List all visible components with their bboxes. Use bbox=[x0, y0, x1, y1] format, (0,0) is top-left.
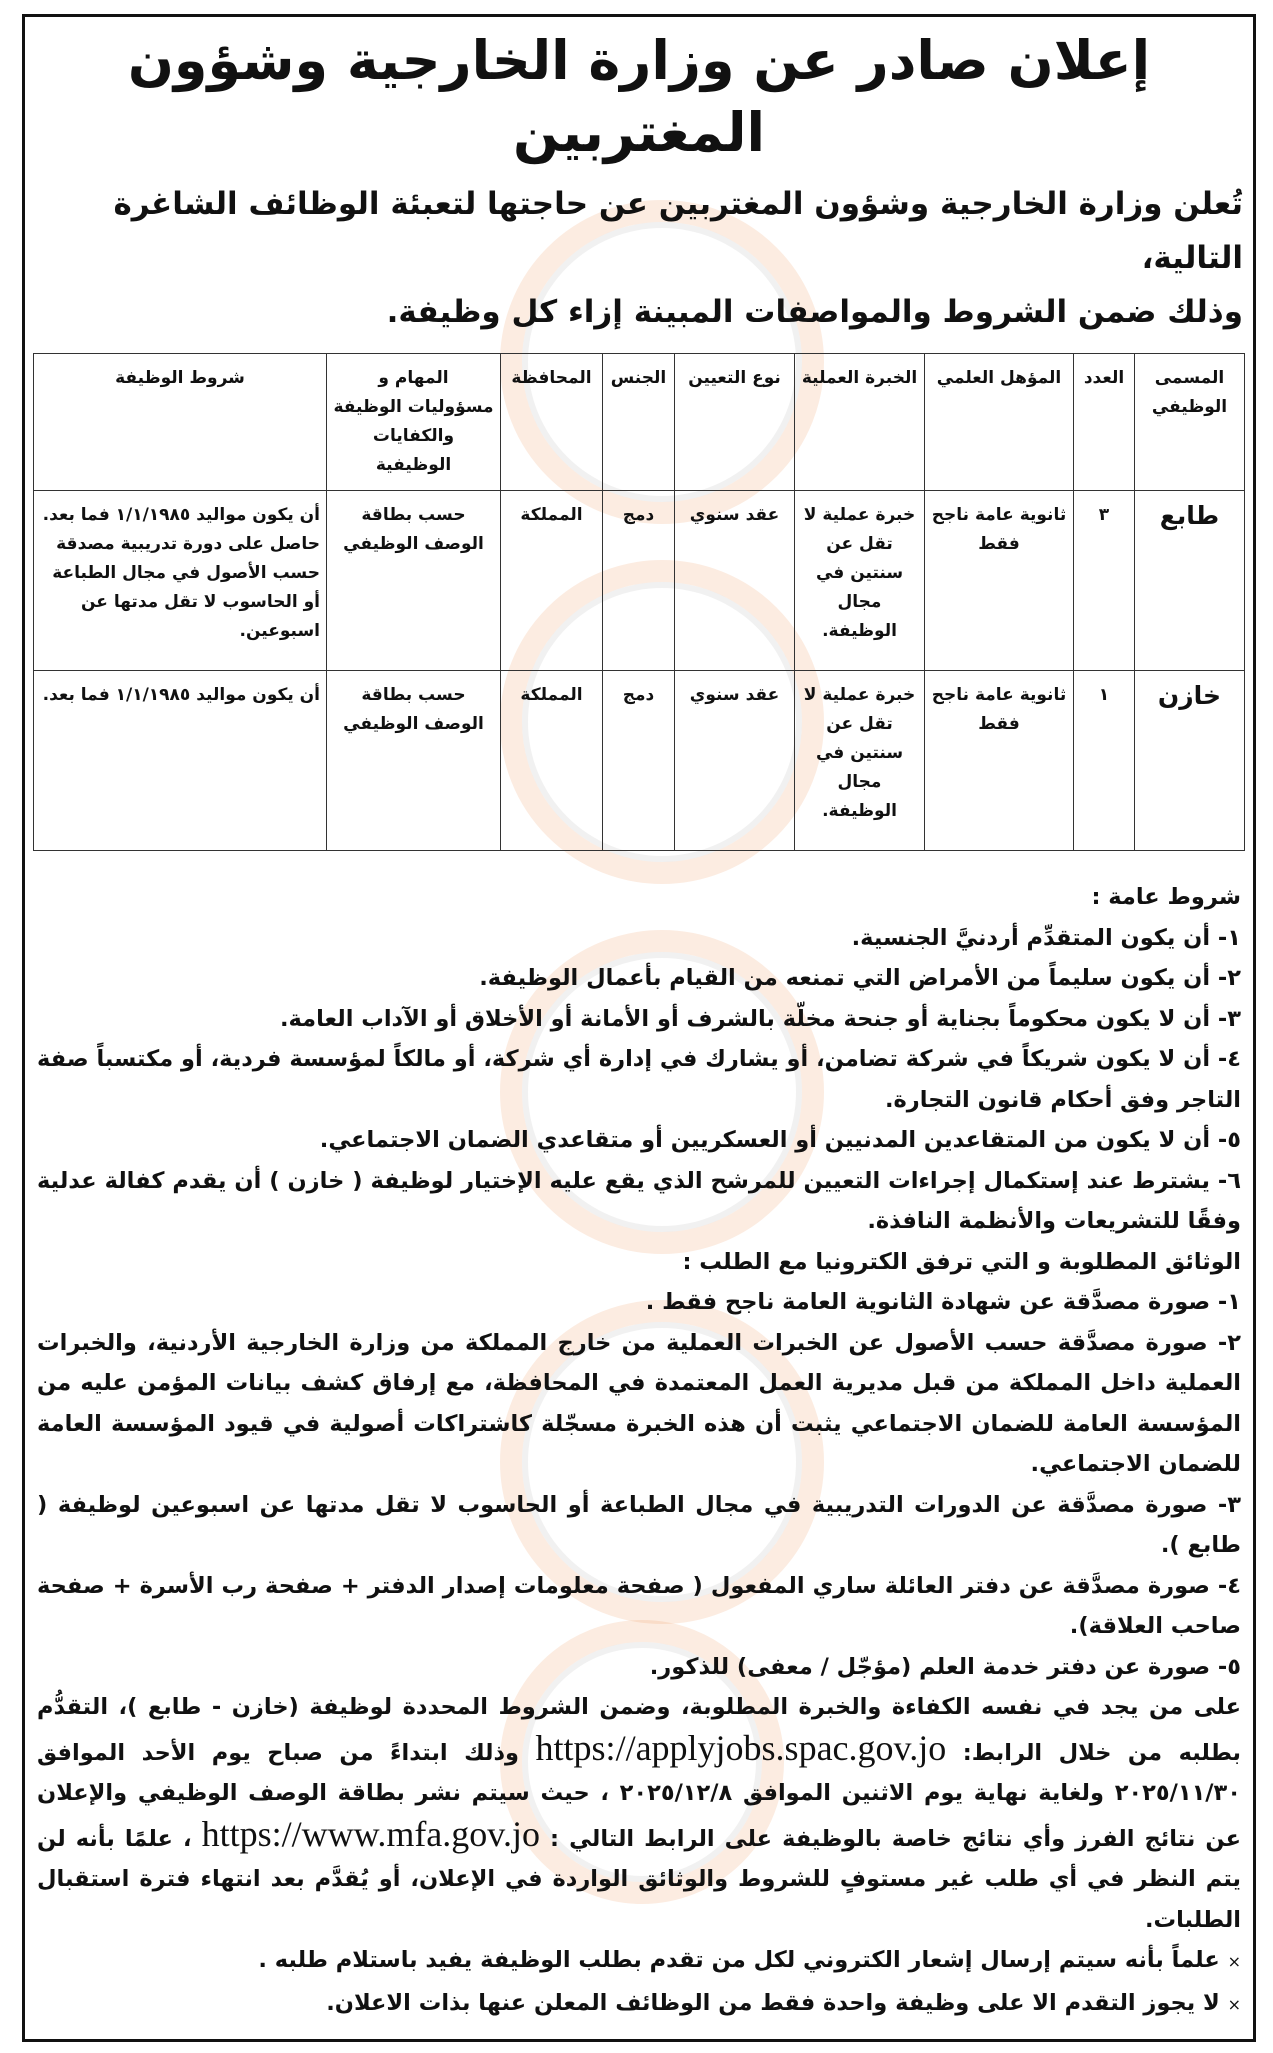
document-item: ٢- صورة مصدَّقة حسب الأصول عن الخبرات العملية من خارج المملكة من وزارة الخارجية الأردنية، والخبرات العملية داخل المملكة من قبل مديرية العمل المعتمدة في المحافظة، مع إرفاق كشف بيانات المؤمن عليه من المؤسسة العامة للضمان الاجتماعي يثبت أن هذه الخبرة مسجّلة كاشتراكات أصولية في قيود المؤسسة العامة للضمان الاجتماعي. bbox=[37, 1329, 1241, 1477]
column-header: الجنس bbox=[603, 354, 675, 491]
job-governorate: المملكة bbox=[501, 671, 603, 851]
bullet-icon: × bbox=[1227, 1994, 1241, 2014]
job-gender: دمج bbox=[603, 491, 675, 671]
column-header: المحافظة bbox=[501, 354, 603, 491]
job-duties: حسب بطاقة الوصف الوظيفي bbox=[327, 671, 501, 851]
table-row bbox=[34, 671, 1245, 851]
job-qualification: ثانوية عامة ناجح فقط bbox=[925, 671, 1074, 851]
general-condition-item: ٢- أن يكون سليماً من الأمراض التي تمنعه من القيام بأعمال الوظيفة. bbox=[479, 965, 1241, 991]
note-item bbox=[37, 1940, 1241, 1983]
general-condition-item: ١- أن يكون المتقدِّم أردنيَّ الجنسية. bbox=[851, 924, 1241, 951]
column-header: الخبرة العملية bbox=[795, 354, 925, 491]
job-count: ١ bbox=[1074, 671, 1135, 851]
table-header-row bbox=[34, 354, 1245, 491]
announcement-body bbox=[37, 877, 1241, 2025]
documents-heading: الوثائق المطلوبة و التي ترفق الكترونيا مع الطلب : bbox=[682, 1248, 1241, 1275]
intro-line: تُعلن وزارة الخارجية وشؤون المغتربين عن حاجتها لتعبئة الوظائف الشاغرة التالية، bbox=[113, 186, 1243, 276]
mfa-link[interactable]: https://www.mfa.gov.jo bbox=[201, 1813, 540, 1854]
general-condition-item: ٣- أن لا يكون محكوماً بجناية أو جنحة مخلّة بالشرف أو الأمانة أو الأخلاق أو الآداب العامة. bbox=[279, 1005, 1241, 1032]
column-header: نوع التعيين bbox=[675, 354, 795, 491]
bullet-icon: × bbox=[1227, 1952, 1241, 1971]
document-item: ٥- صورة عن دفتر خدمة العلم (مؤجّل / معفى) للذكور. bbox=[649, 1653, 1241, 1680]
jobs-table bbox=[33, 353, 1245, 851]
general-conditions-heading: شروط عامة : bbox=[1091, 884, 1241, 910]
column-header: شروط الوظيفة bbox=[34, 354, 327, 491]
intro-paragraph bbox=[35, 177, 1243, 339]
document-item: ٤- صورة مصدَّقة عن دفتر العائلة ساري المفعول ( صفحة معلومات إصدار الدفتر + صفحة رب الأسرة + صفحة صاحب العلاقة). bbox=[37, 1572, 1241, 1639]
document-item: ٣- صورة مصدَّقة عن الدورات التدريبية في مجال الطباعة أو الحاسوب لا تقل مدتها عن اسبوعين لوظيفة ( طابع ). bbox=[37, 1491, 1241, 1558]
apply-paragraph bbox=[37, 1687, 1241, 1940]
job-conditions: أن يكون مواليد ١/١/١٩٨٥ فما بعد. حاصل على دورة تدريبية مصدقة حسب الأصول في مجال الطباعة أو الحاسوب لا تقل مدتها عن اسبوعين. bbox=[34, 491, 327, 671]
job-title: طابع bbox=[1135, 491, 1245, 671]
job-gender: دمج bbox=[603, 671, 675, 851]
job-title: خازن bbox=[1135, 671, 1245, 851]
column-header: المسمى الوظيفي bbox=[1135, 354, 1245, 491]
column-header: العدد bbox=[1074, 354, 1135, 491]
page-title: إعلان صادر عن وزارة الخارجية وشؤون المغتربين bbox=[127, 29, 1151, 164]
apply-link[interactable]: https://applyjobs.spac.gov.jo bbox=[535, 1727, 947, 1768]
apply-text: وذلك ابتداءً من صباح يوم الأحد الموافق ٢٠٢٥/١١/٣٠ ولغاية نهاية يوم الاثنين الموافق ٢٠٢٥/١٢/٨ ، حيث سيتم نشر بطاقة الوصف الوظيفي والإعلان عن نتائج الفرز وأي نتائج خاصة بالوظيفة على الرابط التالي : bbox=[37, 1739, 1241, 1852]
general-condition-item: ٦- يشترط عند إستكمال إجراءات التعيين للمرشح الذي يقع عليه الإختيار لوظيفة ( خازن ) أن يقدم كفالة عدلية وفقًا للتشريعات والأنظمة النافذة. bbox=[37, 1167, 1241, 1234]
intro-line: وذلك ضمن الشروط والمواصفات المبينة إزاء كل وظيفة. bbox=[386, 294, 1243, 330]
table-row bbox=[34, 491, 1245, 671]
column-header: المؤهل العلمي bbox=[925, 354, 1074, 491]
note-item bbox=[37, 1983, 1241, 2026]
column-header: المهام و مسؤوليات الوظيفة والكفايات الوظيفية bbox=[327, 354, 501, 491]
job-qualification: ثانوية عامة ناجح فقط bbox=[925, 491, 1074, 671]
job-experience: خبرة عملية لا تقل عن سنتين في مجال الوظيفة. bbox=[795, 491, 925, 671]
job-conditions: أن يكون مواليد ١/١/١٩٨٥ فما بعد. bbox=[34, 671, 327, 851]
note-text: علماً بأنه سيتم إرسال إشعار الكتروني لكل من تقدم بطلب الوظيفة يفيد باستلام طلبه . bbox=[258, 1947, 1220, 1973]
general-condition-item: ٤- أن لا يكون شريكاً في شركة تضامن، أو يشارك في إدارة أي شركة، أو مالكاً لمؤسسة فردية، أو مكتسباً صفة التاجر وفق أحكام قانون التجارة. bbox=[37, 1046, 1241, 1113]
general-condition-item: ٥- أن لا يكون من المتقاعدين المدنيين أو العسكريين أو متقاعدي الضمان الاجتماعي. bbox=[319, 1127, 1241, 1153]
job-appointment: عقد سنوي bbox=[675, 671, 795, 851]
announcement-frame bbox=[22, 14, 1256, 2042]
apply-text: ، علمًا بأنه لن يتم النظر في أي طلب غير مستوفٍ للشروط والوثائق الواردة في الإعلان، أو يُقدَّم بعد انتهاء فترة استقبال الطلبات. bbox=[37, 1825, 1241, 1933]
job-appointment: عقد سنوي bbox=[675, 491, 795, 671]
job-count: ٣ bbox=[1074, 491, 1135, 671]
job-experience: خبرة عملية لا تقل عن سنتين في مجال الوظيفة. bbox=[795, 671, 925, 851]
job-governorate: المملكة bbox=[501, 491, 603, 671]
job-duties: حسب بطاقة الوصف الوظيفي bbox=[327, 491, 501, 671]
note-text: لا يجوز التقدم الا على وظيفة واحدة فقط من الوظائف المعلن عنها بذات الاعلان. bbox=[326, 1989, 1220, 2016]
apply-text: على من يجد في نفسه الكفاءة والخبرة المطلوبة، وضمن الشروط المحددة لوظيفة (خازن - طابع )، التقدُّم بطلبه من خلال الرابط: bbox=[37, 1694, 1241, 1766]
document-item: ١- صورة مصدَّقة عن شهادة الثانوية العامة ناجح فقط . bbox=[645, 1289, 1241, 1315]
